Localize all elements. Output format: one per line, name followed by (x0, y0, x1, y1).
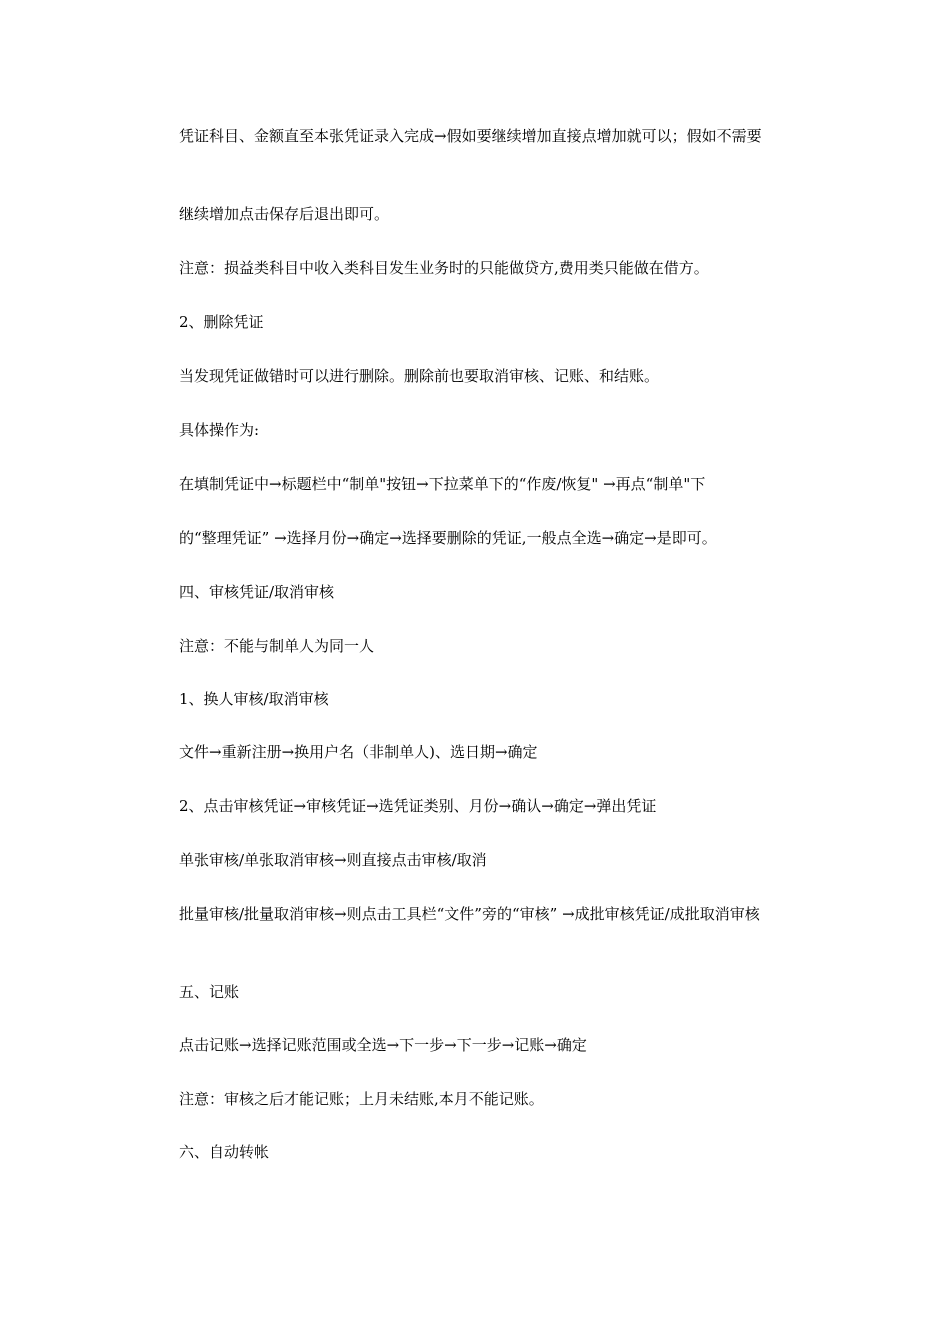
heading-audit-voucher: 四、审核凭证/取消审核 (179, 583, 335, 601)
heading-delete-voucher: 2、删除凭证 (179, 313, 264, 331)
paragraph-note-posting: 注意：审核之后才能记账；上月未结账,本月不能记账。 (179, 1090, 544, 1108)
paragraph-delete-intro: 当发现凭证做错时可以进行删除。删除前也要取消审核、记账、和结账。 (179, 367, 660, 385)
paragraph-posting-steps: 点击记账→选择记账范围或全选→下一步→下一步→记账→确定 (179, 1036, 587, 1054)
paragraph-batch-audit: 批量审核/批量取消审核→则点击工具栏“文件”旁的“审核” →成批审核凭证/成批取消审核 (179, 905, 760, 923)
paragraph-note-auditor: 注意：不能与制单人为同一人 (179, 637, 375, 655)
paragraph-continue-save: 继续增加点击保存后退出即可。 (179, 205, 390, 223)
heading-posting: 五、记账 (179, 983, 240, 1001)
paragraph-note-profit-loss: 注意：损益类科目中收入类科目发生业务时的只能做贷方,费用类只能做在借方。 (179, 259, 709, 277)
paragraph-audit-steps: 2、点击审核凭证→审核凭证→选凭证类别、月份→确认→确定→弹出凭证 (179, 797, 657, 815)
paragraph-single-audit: 单张审核/单张取消审核→则直接点击审核/取消 (179, 851, 487, 869)
paragraph-delete-steps-2: 的“整理凭证” →选择月份→确定→选择要删除的凭证,一般点全选→确定→是即可。 (179, 529, 717, 547)
heading-auto-transfer: 六、自动转帐 (179, 1143, 270, 1161)
paragraph-delete-steps-1: 在填制凭证中→标题栏中“制单"按钮→下拉菜单下的“作废/恢复" →再点“制单"下 (179, 475, 706, 493)
paragraph-steps-label: 具体操作为: (179, 421, 260, 439)
heading-change-auditor: 1、换人审核/取消审核 (179, 690, 329, 708)
paragraph-voucher-entry: 凭证科目、金额直至本张凭证录入完成→假如要继续增加直接点增加就可以；假如不需要 (179, 127, 762, 145)
paragraph-relogin-steps: 文件→重新注册→换用户名（非制单人)、选日期→确定 (179, 743, 538, 761)
